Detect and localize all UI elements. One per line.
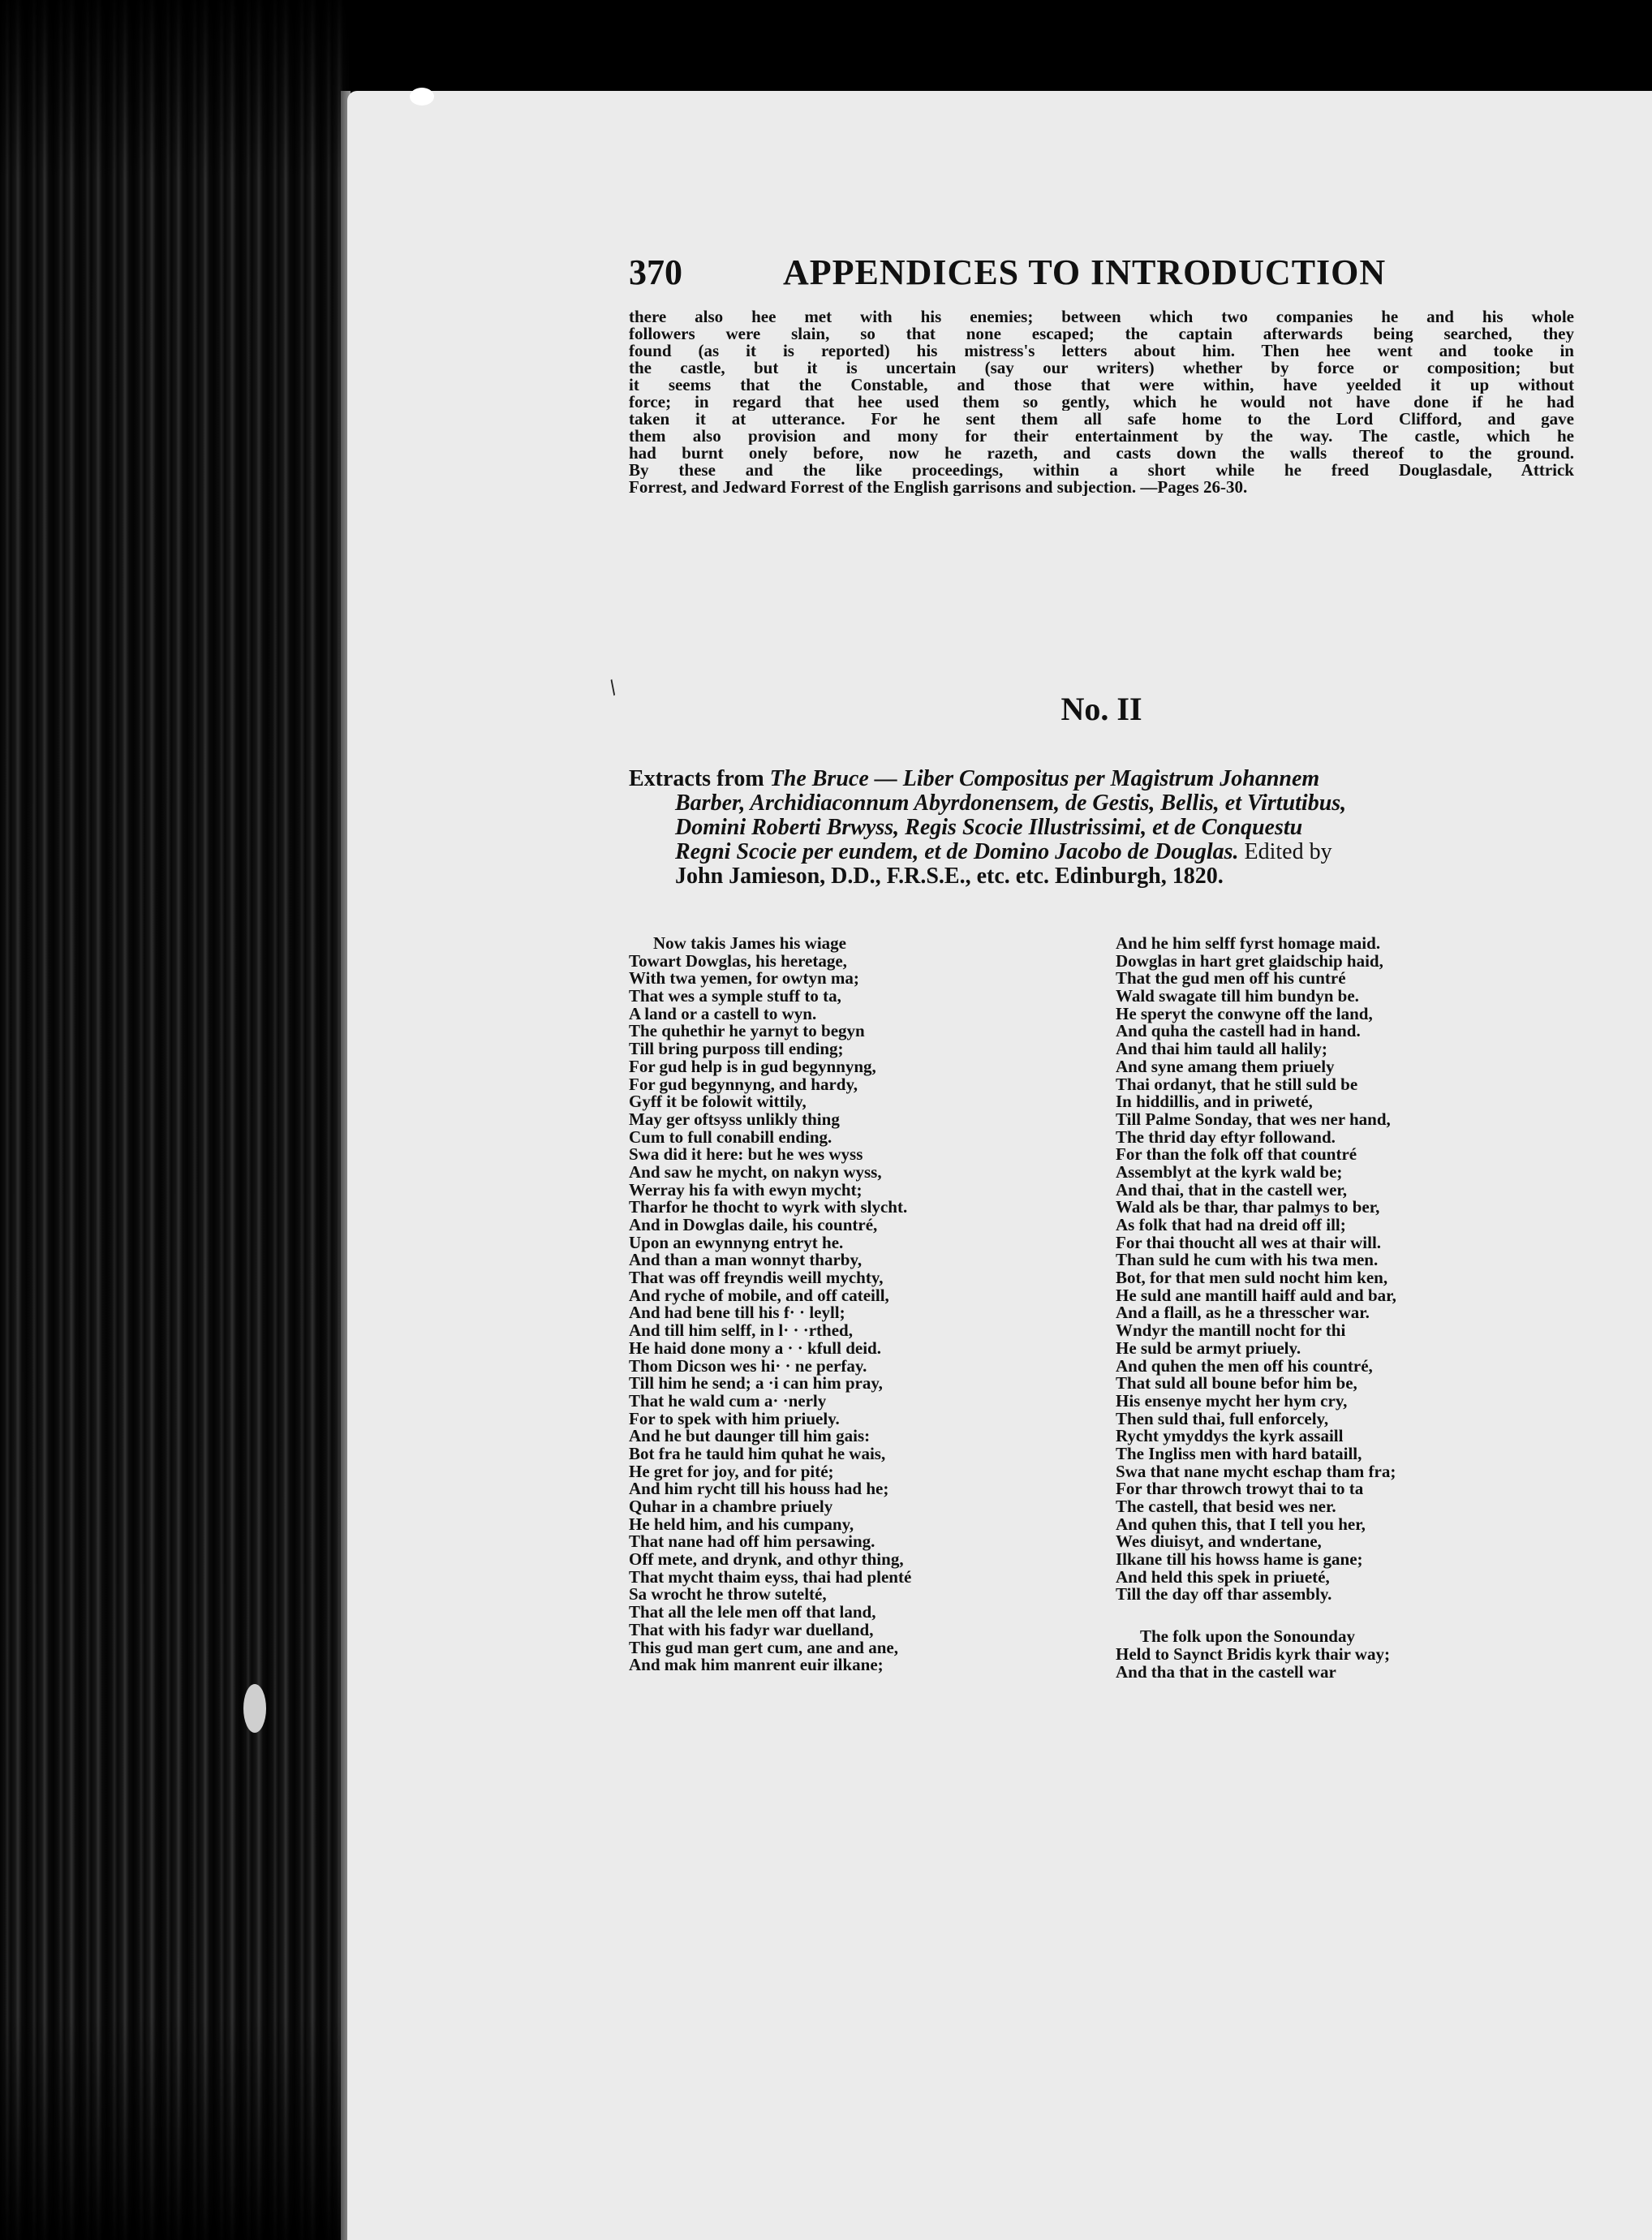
work-title: Regni Scocie per eundem, et de Domino Jacobo de Douglas.	[675, 839, 1239, 864]
poem-line: And held this spek in priueté,	[1116, 1566, 1330, 1587]
poem-line: He gret for joy, and for pité;	[629, 1461, 834, 1481]
poem-line: He held him, and his cumpany,	[629, 1514, 854, 1534]
poem-line: And syne amang them priuely	[1116, 1056, 1335, 1076]
poem-line: Quhar in a chambre priuely	[629, 1497, 833, 1516]
prose-line: force; in regard that hee used them so gently, which he would not have done if he had	[629, 394, 1574, 411]
poem-line: And quhen this, that I tell you her,	[1116, 1514, 1366, 1534]
poem-line: And thai him tauld all halily;	[1116, 1039, 1327, 1059]
poem-line: Wndyr the mantill nocht for thi	[1116, 1320, 1346, 1341]
prose-line: there also hee met with his enemies; between which two companies he and his whole	[629, 308, 1574, 325]
extracts-line	[629, 816, 1574, 840]
poem-line: Wald swagate till him bundyn be.	[1116, 986, 1359, 1006]
poem-line: A land or a castell to wyn.	[629, 1003, 817, 1023]
work-title: Barber, Archidiaconnum Abyrdonensem, de Gestis, Bellis, et Virtutibus,	[675, 790, 1347, 816]
poem-line: Upon an ewynnyng entryt he.	[629, 1232, 844, 1252]
poem-line: And quha the castell had in hand.	[1116, 1021, 1361, 1041]
prose-line: them also provision and mony for their entertainment by the way. The castle, which he	[629, 428, 1574, 445]
poem-column-right	[1116, 935, 1574, 1681]
poem-line: Werray his fa with ewyn mycht;	[629, 1179, 863, 1200]
poem-line: Bot fra he tauld him quhat he wais,	[629, 1443, 886, 1463]
pencil-mark: /	[604, 675, 622, 700]
extracts-line	[629, 840, 1574, 864]
poem-line: He suld be armyt priuely.	[1116, 1338, 1301, 1358]
extracts-lead: Extracts from	[629, 766, 764, 791]
poem-line: And in Dowglas daile, his countré,	[629, 1215, 878, 1234]
poem-line: Towart Dowglas, his heretage,	[629, 950, 847, 971]
poem-line: That with his fadyr war duelland,	[629, 1619, 874, 1639]
extracts-line	[629, 791, 1574, 816]
stanza-break	[1116, 1604, 1574, 1628]
poem-line: Swa that nane mycht eschap tham fra;	[1116, 1461, 1396, 1481]
poem-line: For thar throwch trowyt thai to ta	[1116, 1479, 1364, 1499]
poem-line: Bot, for that men suld nocht him ken,	[1116, 1268, 1388, 1288]
prose-paragraph	[629, 308, 1574, 496]
poem-line: Assemblyt at the kyrk wald be;	[1116, 1161, 1343, 1182]
poem-line: Till Palme Sonday, that wes ner hand,	[1116, 1109, 1391, 1129]
poem-column-left	[629, 935, 1116, 1681]
prose-line: By these and the like proceedings, within a short while he freed Douglasdale, Attrick	[629, 462, 1574, 479]
section-title: No. II	[1060, 691, 1142, 727]
poem-line: And than a man wonnyt tharby,	[629, 1250, 863, 1270]
poem-line: Held to Saynct Bridis kyrk thair way;	[1116, 1643, 1390, 1664]
poem-line: Off mete, and drynk, and othyr thing,	[629, 1549, 904, 1570]
poem-line: In hiddillis, and in priweté,	[1116, 1092, 1313, 1112]
poem-line: And thai, that in the castell wer,	[1116, 1179, 1348, 1200]
poem-line: And he him selff fyrst homage maid.	[1116, 933, 1381, 953]
poem-line: Thai ordanyt, that he still suld be	[1116, 1074, 1358, 1094]
poem-line: The folk upon the Sonounday	[1140, 1626, 1355, 1647]
poem-line: The castell, that besid wes ner.	[1116, 1497, 1336, 1516]
poem-line: Till him he send; a ·i can him pray,	[629, 1373, 883, 1394]
poem-line: That all the lele men off that land,	[629, 1602, 876, 1622]
poem-line: That he wald cum a· ·nerly	[629, 1390, 827, 1411]
paper-blemish	[243, 1684, 266, 1733]
poem-line: He speryt the conwyne off the land,	[1116, 1003, 1373, 1023]
book-spine	[0, 0, 349, 2240]
poem-line: The quhethir he yarnyt to begyn	[629, 1021, 865, 1041]
poem-line: And mak him manrent euir ilkane;	[629, 1655, 884, 1675]
poem-line: He haid done mony a · · kfull deid.	[629, 1338, 881, 1358]
prose-line: Forrest, and Jedward Forrest of the English garrisons and subjection. —Pages 26-30.	[629, 479, 1248, 496]
page-header	[629, 252, 1574, 308]
poem-line: His ensenye mycht her hym cry,	[1116, 1390, 1348, 1411]
work-title: The Bruce — Liber Compositus per Magistrum Johannem	[769, 766, 1320, 791]
poem-line: Wes diuisyt, and wndertane,	[1116, 1531, 1322, 1552]
poem-line: Now takis James his wiage	[653, 933, 847, 953]
poem-line: Than suld he cum with his twa men.	[1116, 1250, 1379, 1270]
poem-line: For thai thoucht all wes at thair will.	[1116, 1232, 1382, 1252]
prose-line: the castle, but it is uncertain (say our writers) whether by force or composition; but	[629, 360, 1574, 377]
poem-line: And saw he mycht, on nakyn wyss,	[629, 1161, 882, 1182]
poem-line: The thrid day eftyr followand.	[1116, 1126, 1336, 1147]
poem-line: Wald als be thar, thar palmys to ber,	[1116, 1197, 1380, 1217]
poem-line: Cum to full conabill ending.	[629, 1126, 832, 1147]
poem	[629, 935, 1574, 1681]
poem-line: For gud help is in gud begynnyng,	[629, 1056, 876, 1076]
prose-line: followers were slain, so that none escaped; the captain afterwards being searched, they	[629, 325, 1574, 342]
poem-line: That suld all boune befor him be,	[1116, 1373, 1357, 1394]
poem-line: And quhen the men off his countré,	[1116, 1355, 1373, 1376]
prose-line: it seems that the Constable, and those that were within, have yeelded it up without	[629, 377, 1574, 394]
poem-line: For to spek with him priuely.	[629, 1408, 840, 1428]
poem-line: And till him selff, in l· · ·rthed,	[629, 1320, 853, 1341]
edited-by: Edited by	[1244, 839, 1332, 864]
poem-line: Then suld thai, full enforcely,	[1116, 1408, 1329, 1428]
poem-line: And he but daunger till him gais:	[629, 1426, 871, 1446]
editor-line: John Jamieson, D.D., F.R.S.E., etc. etc. Edinburgh, 1820.	[675, 864, 1224, 889]
poem-line: That was off freyndis weill mychty,	[629, 1268, 884, 1288]
poem-line: The Ingliss men with hard bataill,	[1116, 1443, 1362, 1463]
poem-line: Tharfor he thocht to wyrk with slycht.	[629, 1197, 908, 1217]
poem-line: That nane had off him persawing.	[629, 1531, 875, 1552]
poem-line: That wes a symple stuff to ta,	[629, 986, 841, 1006]
page-content	[629, 252, 1574, 1682]
poem-line: Ilkane till his howss hame is gane;	[1116, 1549, 1363, 1570]
poem-line: And had bene till his f· · leyll;	[629, 1303, 845, 1323]
poem-line: Gyff it be folowit wittily,	[629, 1092, 807, 1112]
poem-line: For gud begynnyng, and hardy,	[629, 1074, 858, 1094]
page-number: 370	[629, 252, 682, 292]
poem-line: Swa did it here: but he wes wyss	[629, 1144, 863, 1165]
extracts-heading	[629, 767, 1574, 889]
poem-line: With twa yemen, for owtyn ma;	[629, 968, 859, 989]
extracts-line	[629, 767, 1574, 791]
poem-line: He suld ane mantill haiff auld and bar,	[1116, 1285, 1396, 1305]
poem-line: That mycht thaim eyss, thai had plenté	[629, 1566, 912, 1587]
poem-line: As folk that had na dreid off ill;	[1116, 1215, 1346, 1234]
poem-line: Till bring purposs till ending;	[629, 1039, 844, 1059]
poem-line: And ryche of mobile, and off cateill,	[629, 1285, 889, 1305]
poem-line: And tha that in the castell war	[1116, 1661, 1336, 1682]
poem-line: Dowglas in hart gret glaidschip haid,	[1116, 950, 1383, 971]
prose-line: taken it at utterance. For he sent them all safe home to the Lord Clifford, and gave	[629, 411, 1574, 428]
extracts-line	[629, 864, 1574, 889]
poem-line: May ger oftsyss unlikly thing	[629, 1109, 840, 1129]
poem-line: That the gud men off his cuntré	[1116, 968, 1346, 989]
poem-line: Rycht ymyddys the kyrk assaill	[1116, 1426, 1344, 1446]
work-title: Domini Roberti Brwyss, Regis Scocie Illustrissimi, et de Conquestu	[675, 815, 1303, 840]
running-title: APPENDICES TO INTRODUCTION	[783, 252, 1387, 292]
poem-line: Thom Dicson wes hi· · ne perfay.	[629, 1355, 867, 1376]
prose-line: found (as it is reported) his mistress's letters about him. Then hee went and tooke in	[629, 342, 1574, 360]
poem-line: Till the day off thar assembly.	[1116, 1584, 1332, 1605]
poem-line: This gud man gert cum, ane and ane,	[629, 1637, 898, 1657]
prose-line: had burnt onely before, now he razeth, and casts down the walls thereof to the ground.	[629, 445, 1574, 462]
poem-line: And him rycht till his houss had he;	[629, 1479, 889, 1499]
paper-blemish	[410, 88, 434, 106]
poem-line: Sa wrocht he throw sutelté,	[629, 1584, 827, 1605]
poem-line: And a flaill, as he a thresscher war.	[1116, 1303, 1370, 1323]
poem-line: For than the folk off that countré	[1116, 1144, 1357, 1165]
